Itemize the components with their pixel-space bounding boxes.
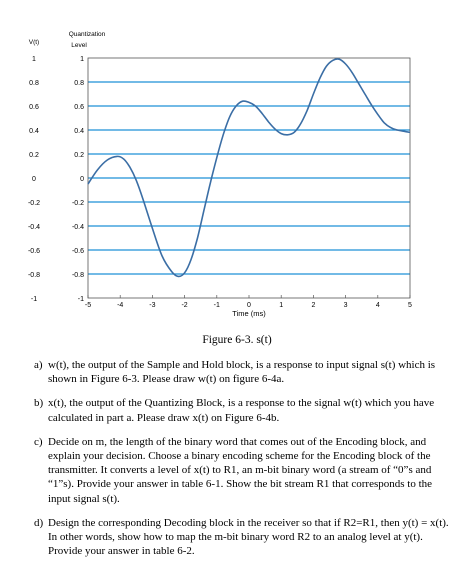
quantization-level-lines xyxy=(88,82,410,274)
inner-y-tick-label: 1 xyxy=(80,56,84,63)
question-label: d) xyxy=(34,516,44,529)
outer-y-tick-label: 0.6 xyxy=(29,104,39,111)
outer-y-tick-label: -0.8 xyxy=(27,272,41,279)
inner-y-tick-label: 0.6 xyxy=(74,104,84,111)
outer-y-tick-label: 0.8 xyxy=(29,80,39,87)
signal-line xyxy=(88,59,410,276)
quantization-label: Quantization xyxy=(68,31,106,38)
question-text: Decide on m, the length of the binary word that comes out of the Encoding block, and explain your decision. Choose a binary encoding scheme for the Encoding block of the transmitter. It converts a level of x(t) to R1, an m-bit binary word (a stream of “0”s and “1”s). Provide your answer in table 6-1. Show the bit stream R1 that corresponds to the input signal s(t). xyxy=(48,435,433,505)
question-item xyxy=(34,358,454,386)
x-tick-label: -5 xyxy=(84,302,92,309)
question-list xyxy=(34,358,454,568)
x-tick-label: 1 xyxy=(279,302,284,309)
question-label: c) xyxy=(34,435,43,448)
x-tick-label: -1 xyxy=(213,302,220,309)
question-text: x(t), the output of the Quantizing Block, is a response to the signal w(t) which you have calculated in part a. Please draw x(t) on Figure 6-4b. xyxy=(48,397,435,424)
outer-y-tick-label: -0.2 xyxy=(27,200,41,207)
inner-y-tick-label: 0.4 xyxy=(74,128,84,135)
x-tick-label: 0 xyxy=(247,302,251,309)
inner-y-tick-label: 0.8 xyxy=(74,80,84,87)
x-tick-label: -3 xyxy=(149,302,156,309)
question-label: b) xyxy=(34,397,44,410)
vt-axis-label: V(t) xyxy=(28,39,40,46)
outer-y-tick-label: -1 xyxy=(30,296,38,303)
level-label: Level xyxy=(71,42,87,49)
x-tick-label: 5 xyxy=(408,302,412,309)
outer-y-tick-label: 0.2 xyxy=(29,152,39,159)
question-item xyxy=(34,435,454,506)
outer-y-tick-label: -0.6 xyxy=(27,248,41,255)
outer-y-tick-label: 0 xyxy=(32,176,36,183)
question-text: w(t), the output of the Sample and Hold block, is a response to input signal s(t) which is shown in Figure 6-3. Please draw w(t) on figure 6-4a. xyxy=(48,359,436,386)
outer-y-tick-label: 0.4 xyxy=(29,128,39,135)
outer-y-tick-label: -0.4 xyxy=(27,224,41,231)
outer-y-tick-label: 1 xyxy=(32,56,36,63)
x-tick-label: 2 xyxy=(311,302,316,309)
figure-caption: Figure 6-3. s(t) xyxy=(202,334,272,346)
inner-y-tick-label: -0.2 xyxy=(71,200,84,207)
question-item xyxy=(34,396,454,424)
inner-y-tick-label: -0.8 xyxy=(71,272,84,279)
x-tick-label: 3 xyxy=(343,302,348,309)
inner-y-tick-label: -0.4 xyxy=(71,224,84,231)
x-tick-labels xyxy=(85,295,412,309)
inner-y-tick-labels xyxy=(72,56,84,303)
inner-y-tick-label: -1 xyxy=(77,296,84,303)
outer-y-tick-labels xyxy=(28,56,40,303)
inner-y-tick-label: 0.2 xyxy=(74,152,84,159)
x-tick-label: -2 xyxy=(181,302,188,309)
x-tick-label: -4 xyxy=(117,302,124,309)
question-item xyxy=(34,516,454,559)
x-tick-label: 4 xyxy=(375,302,380,309)
inner-y-tick-label: -0.6 xyxy=(71,248,84,255)
question-text: Design the corresponding Decoding block in the receiver so that if R2=R1, then y(t) = x(t). In other words, show how to map the m-bit binary word R2 to an analog level at y(t). Provide your answer in table 6-2. xyxy=(48,516,449,558)
question-label: a) xyxy=(34,359,43,371)
inner-y-tick-label: 0 xyxy=(80,176,84,183)
x-axis-label: Time (ms) xyxy=(232,309,266,318)
